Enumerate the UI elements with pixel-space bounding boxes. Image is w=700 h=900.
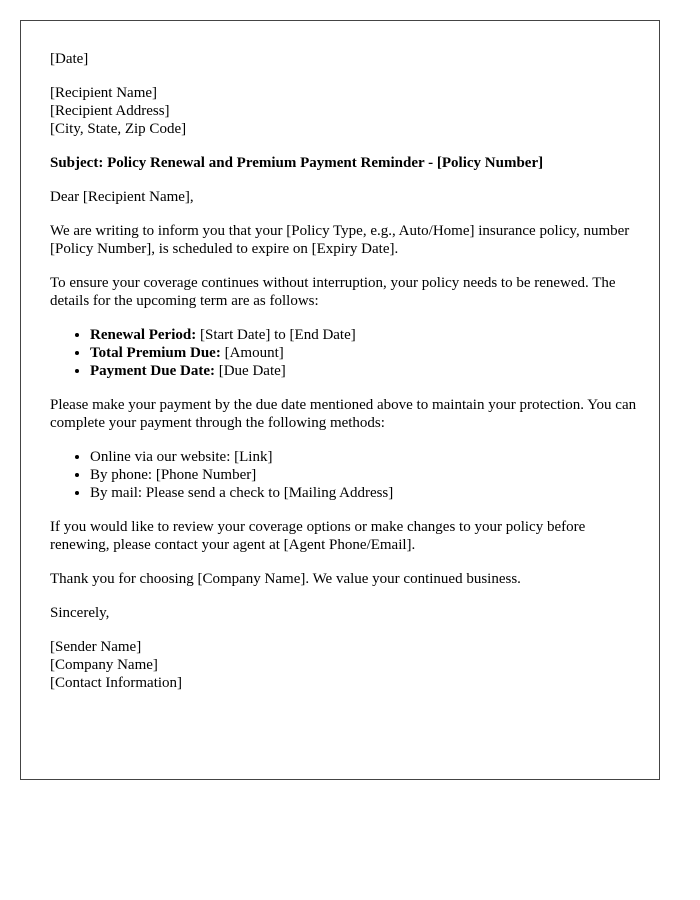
letter-greeting: Dear [Recipient Name], (50, 189, 194, 205)
letter-subject: Subject: Policy Renewal and Premium Payment Reminder - [Policy Number] (50, 155, 544, 171)
sender-company: [Company Name] (50, 657, 158, 673)
renewal-details-list (50, 326, 640, 380)
recipient-city-state-zip: [City, State, Zip Code] (50, 121, 187, 137)
detail-label: Total Premium Due: (90, 345, 221, 361)
sender-name: [Sender Name] (50, 639, 142, 655)
payment-paragraph: Please make your payment by the due date mentioned above to maintain your protection. You can complete your payment through the following methods: (50, 397, 637, 431)
recipient-block (50, 84, 640, 138)
thank-you-paragraph: Thank you for choosing [Company Name]. We value your continued business. (50, 571, 521, 587)
detail-value: [Due Date] (214, 363, 286, 379)
payment-methods-list (50, 448, 640, 502)
detail-label: Payment Due Date: (90, 363, 215, 379)
list-item (90, 326, 640, 344)
sender-block (50, 638, 640, 692)
letter-closing: Sincerely, (50, 605, 110, 621)
contact-agent-paragraph: If you would like to review your coverage options or make changes to your policy before renewing, please contact your agent at [Agent Phone/Email]. (50, 519, 586, 553)
letter-content (50, 50, 640, 708)
list-item: • By mail: Please send a check to [Mailing Address] (90, 484, 640, 502)
list-item (90, 362, 640, 380)
detail-value: [Start Date] to [End Date] (196, 327, 356, 343)
intro-paragraph: We are writing to inform you that your [Policy Type, e.g., Auto/Home] insurance policy, number [Policy Number], is scheduled to expire on [Expiry Date]. (50, 223, 630, 257)
renewal-paragraph: To ensure your coverage continues without interruption, your policy needs to be renewed. The details for the upcoming term are as follows: (50, 275, 616, 309)
list-item: • By phone: [Phone Number] (90, 466, 640, 484)
list-item: • Online via our website: [Link] (90, 448, 640, 466)
detail-label: Renewal Period: (90, 327, 197, 343)
recipient-name: [Recipient Name] (50, 85, 158, 101)
letter-page (20, 20, 660, 780)
list-item (90, 344, 640, 362)
letter-date: [Date] (50, 51, 89, 67)
sender-contact: [Contact Information] (50, 675, 183, 691)
detail-value: [Amount] (220, 345, 284, 361)
recipient-address: [Recipient Address] (50, 103, 170, 119)
